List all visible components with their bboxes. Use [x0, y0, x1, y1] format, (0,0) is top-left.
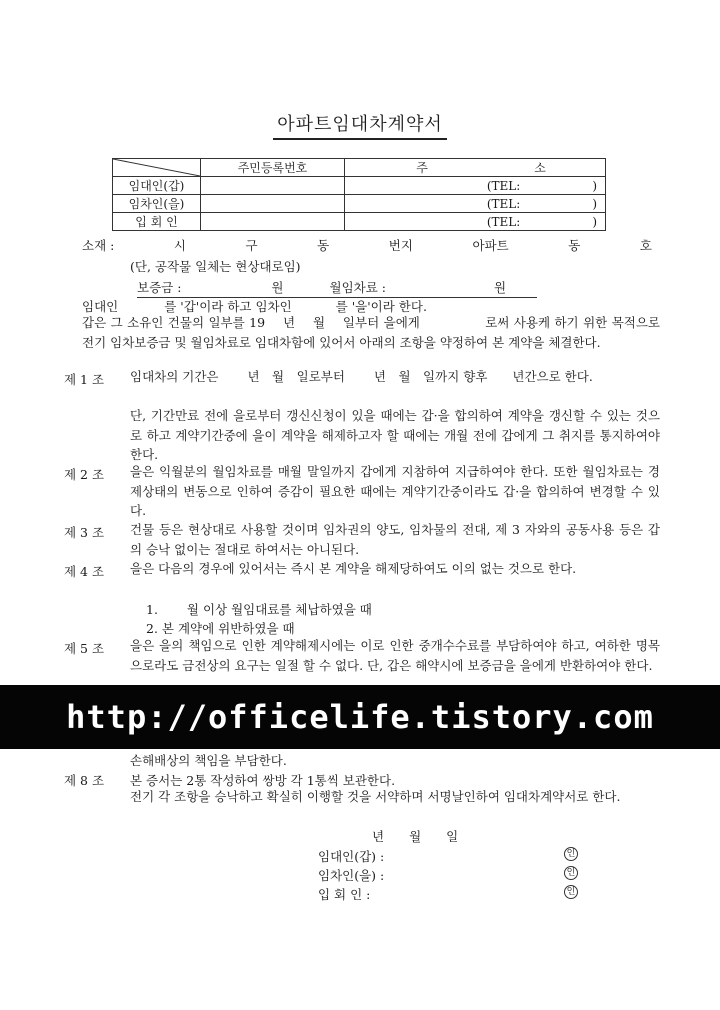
deposit-line: 보증금 : 원 월임차료 : 원	[137, 278, 537, 298]
tel-cell: (TEL: )	[345, 213, 606, 231]
watermark-banner	[0, 685, 720, 749]
parties-table	[112, 158, 606, 231]
article-1-number: 제 1 조	[64, 372, 105, 387]
signature-row-lessee: 임차인(을) : 인	[318, 866, 578, 884]
row-label: 임대인(갑)	[113, 177, 201, 195]
closing-statement: 전기 각 조항을 승낙하고 확실히 이행할 것을 서약하며 서명날인하여 임대차계약서로 한다.	[130, 789, 621, 804]
location-line: 소재 : 시 구 동 번지 아파트 동 호	[82, 238, 652, 253]
table-row	[113, 195, 606, 213]
rrn-cell	[201, 177, 345, 195]
seal-icon: 인	[564, 885, 578, 899]
document-title: 아파트임대차계약서	[0, 110, 720, 140]
article-4-item-1: 1. 월 이상 월임대료를 체납하였을 때	[146, 602, 372, 617]
article-1-proviso: 단, 기간만료 전에 을로부터 갱신신청이 있을 때에는 갑·을 합의하여 계약을 갱신할 수 있는 것으로 하고 계약기간중에 을이 계약을 해제하고자 할 때에는 개월 전에 갑에게 그 취지를 통지하여야 한다.	[130, 408, 660, 462]
article-8-text: 본 증서는 2통 작성하여 쌍방 각 1통씩 보관한다.	[130, 773, 396, 788]
watermark-url: http://officelife.tistory.com	[66, 698, 654, 736]
article-4-item-2: 2. 본 계약에 위반하였을 때	[146, 621, 295, 636]
rrn-cell	[201, 195, 345, 213]
tel-cell: (TEL: )	[345, 195, 606, 213]
seal-icon: 인	[564, 866, 578, 880]
date-line: 년 월 일	[372, 829, 459, 844]
header-rrn: 주민등록번호	[201, 159, 345, 177]
intro-paragraph: 갑은 그 소유인 건물의 일부를 19 년 월 일부터 을에게 로써 사용케 하기 위한 목적으로 전기 임차보증금 및 월임차료로 임대차함에 있어서 아래의 조항을 약정하여 본 계약을 체결한다.	[82, 315, 660, 350]
article-1-text: 임대차의 기간은 년 월 일로부터 년 월 일까지 향후 년간으로 한다.	[130, 369, 593, 384]
intro-line: 임대인 를 '갑'이라 하고 임차인 를 '을'이라 한다.	[82, 299, 427, 314]
article-4-text: 을은 다음의 경우에 있어서는 즉시 본 계약을 해제당하여도 이의 없는 것으로 한다.	[130, 561, 577, 576]
signature-row-lessor: 임대인(갑) : 인	[318, 847, 578, 865]
article-3-number: 제 3 조	[64, 525, 105, 540]
header-diagonal-cell	[113, 159, 201, 177]
article-2-text: 을은 익월분의 월임차료를 매월 말일까지 갑에게 지참하여 지급하여야 한다. 또한 월임차료는 경제상태의 변동으로 인하여 증감이 필요한 때에는 계약기간중이라도 갑·을 합의하여 변경할 수 있다.	[130, 464, 660, 518]
location-note: (단, 공작물 일체는 현상대로임)	[130, 259, 301, 274]
article-4-number: 제 4 조	[64, 564, 105, 579]
table-row	[113, 177, 606, 195]
table-header-row	[113, 159, 606, 177]
article-3-text: 건물 등은 현상대로 사용할 것이며 임차권의 양도, 임차물의 전대, 제 3 자와의 공동사용 등은 갑의 승낙 없이는 절대로 하여서는 아니된다.	[130, 522, 660, 557]
tel-cell: (TEL: )	[345, 177, 606, 195]
article-5-text: 을은 을의 책임으로 인한 계약해제시에는 이로 인한 중개수수료를 부담하여야 하고, 여하한 명목으로라도 금전상의 요구는 일절 할 수 없다. 단, 갑은 해약시에 보증금을 을에게 반환하여야 한다.	[130, 638, 660, 673]
article-7-tail: 손해배상의 책임을 부담한다.	[130, 753, 287, 768]
article-8-number: 제 8 조	[64, 773, 105, 788]
article-5-number: 제 5 조	[64, 641, 105, 656]
row-label: 임차인(을)	[113, 195, 201, 213]
header-address: 주 소	[345, 159, 606, 177]
table-row	[113, 213, 606, 231]
rrn-cell	[201, 213, 345, 231]
seal-icon: 인	[564, 847, 578, 861]
signature-row-witness: 입 회 인 : 인	[318, 885, 578, 903]
row-label: 입 회 인	[113, 213, 201, 231]
article-2-number: 제 2 조	[64, 467, 105, 482]
